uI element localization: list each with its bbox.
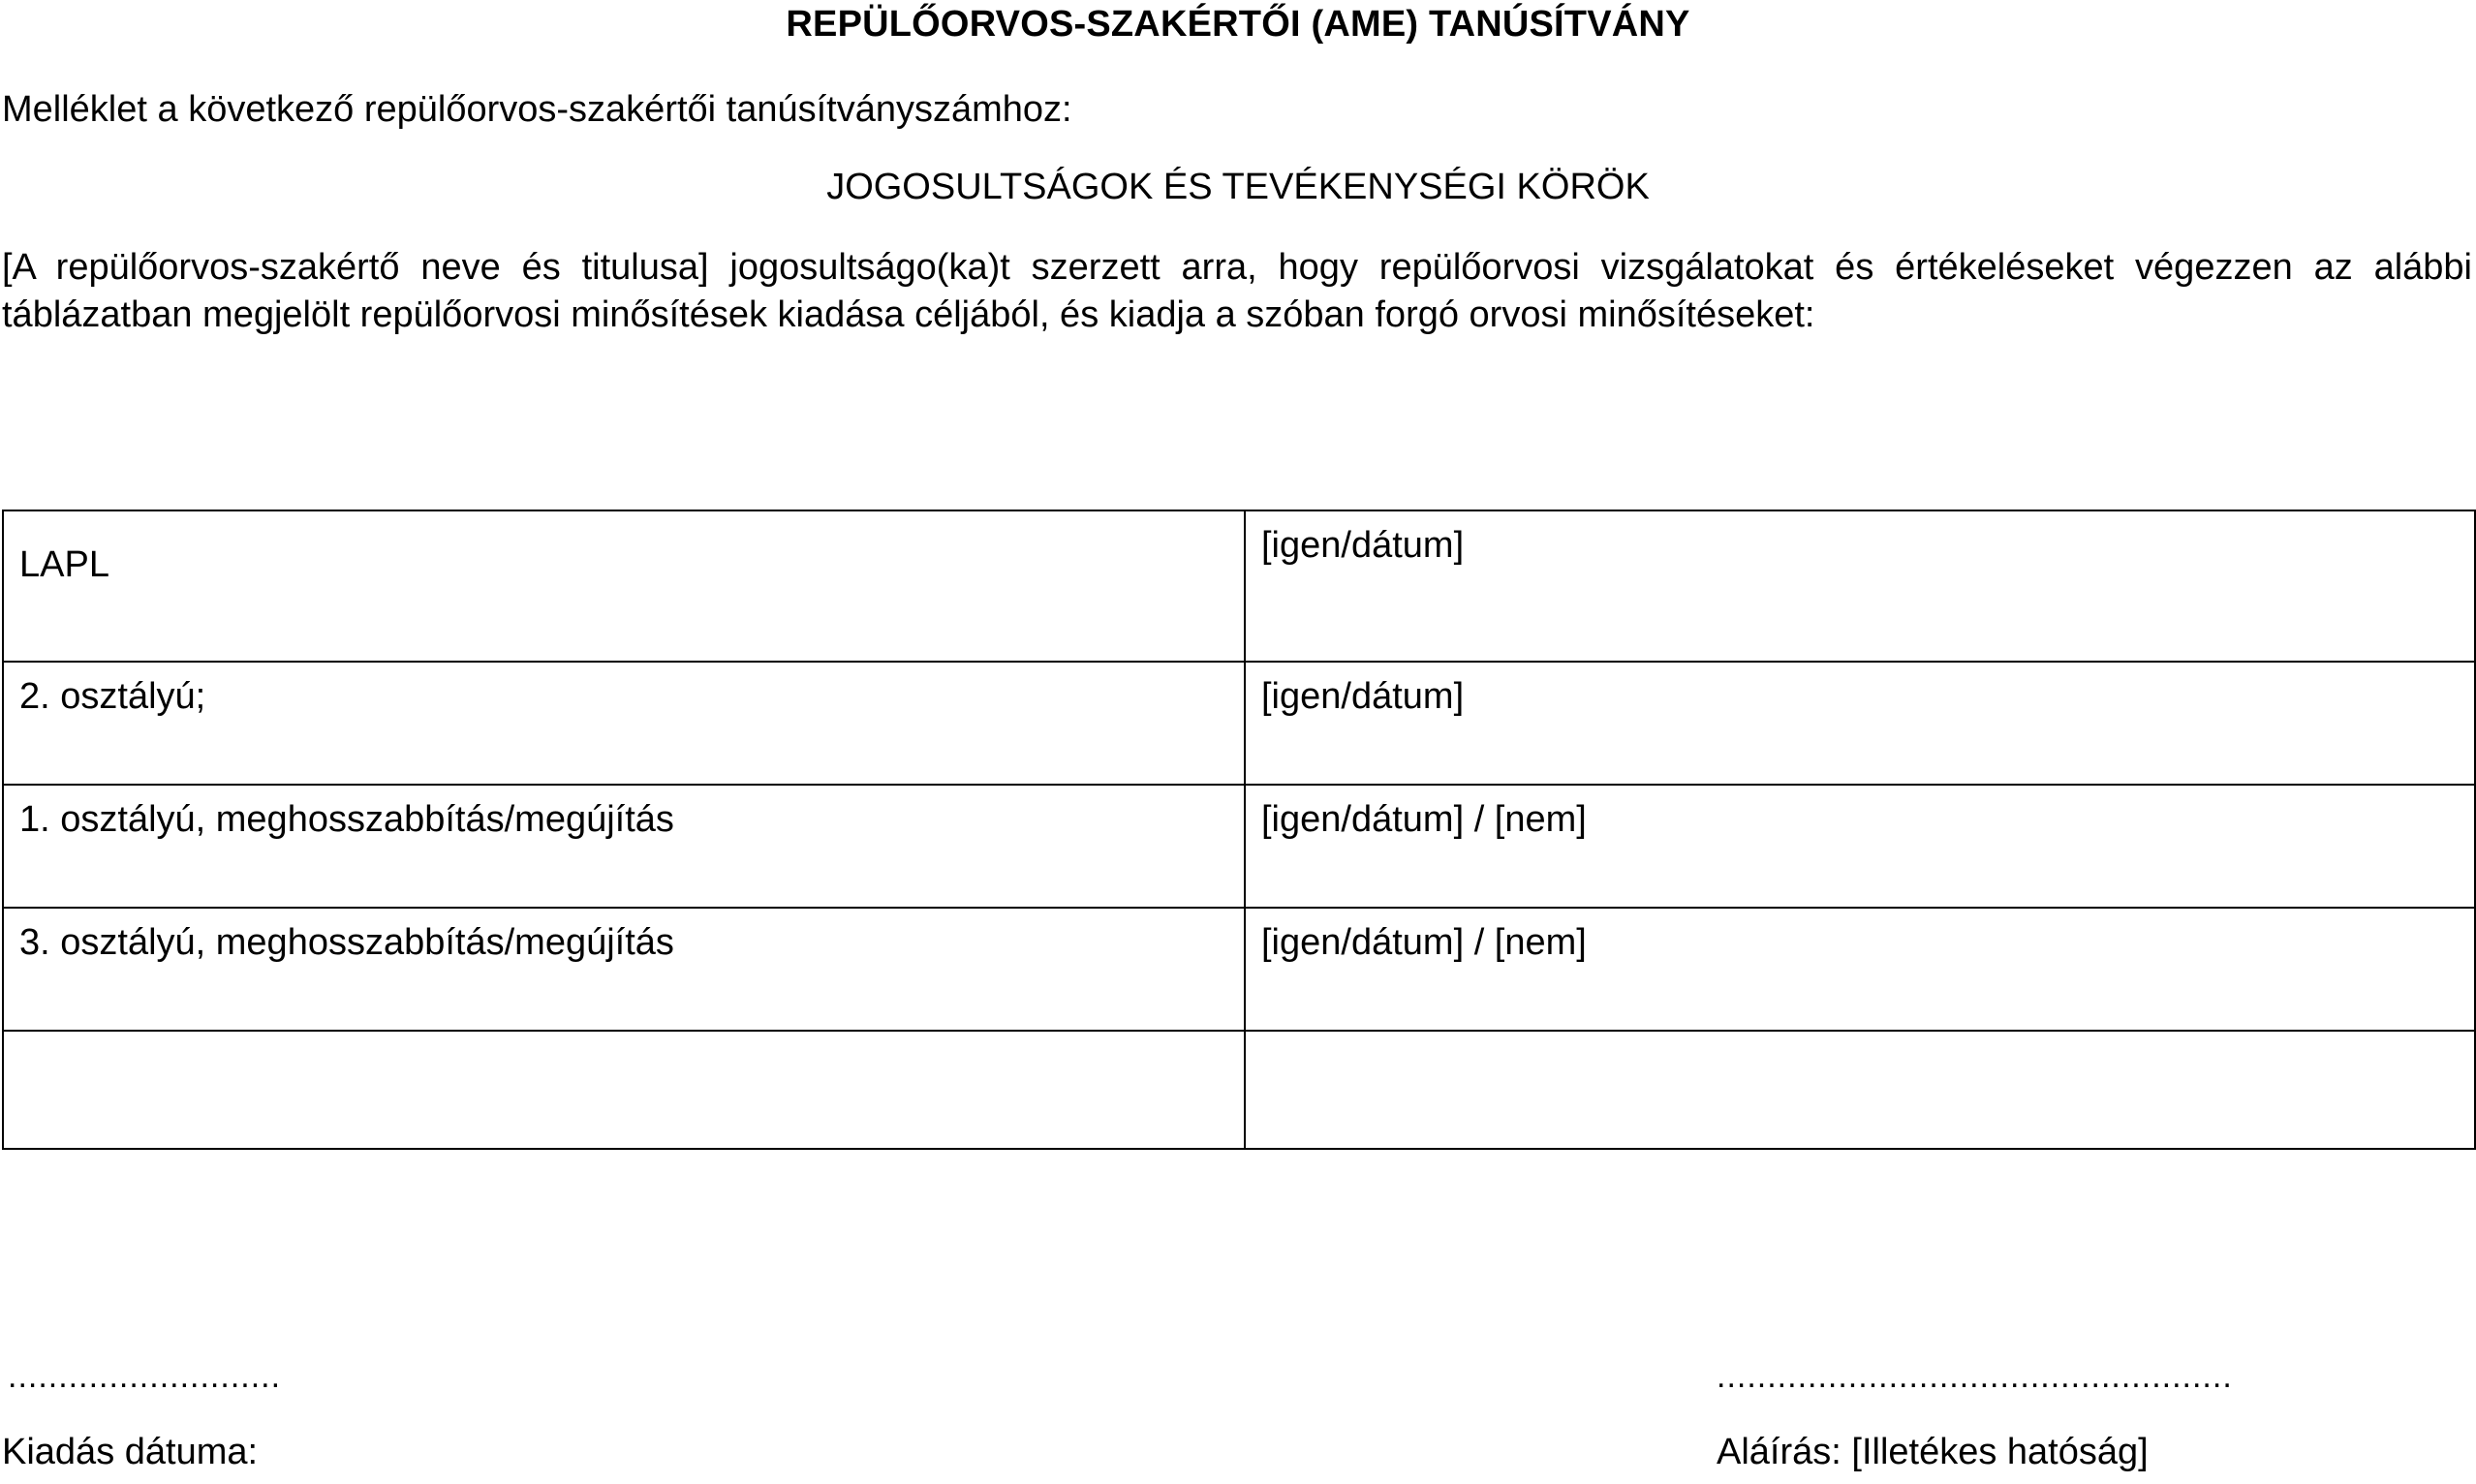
annex-line: Melléklet a következő repülőorvos-szakértői tanúsítványszámhoz: — [2, 89, 1072, 130]
privileges-description: [A repülőorvos-szakértő neve és titulusa] jogosultságo(ka)t szerzett arra, hogy repülőorvosi vizsgálatokat és értékeléseket végezzen az alábbi táblázatban megjelölt repülőorvosi minősítések kiadása céljából, és kiadja a szóban forgó orvosi minősítéseket: — [2, 247, 2472, 335]
table-row — [3, 662, 2475, 785]
table-cell-value: [igen/dátum] — [1245, 510, 2475, 662]
table-cell-value — [1245, 1031, 2475, 1149]
table-cell-privilege: 1. osztályú, meghosszabbítás/megújítás — [3, 785, 1245, 908]
issue-date-label: Kiadás dátuma: — [2, 1432, 259, 1472]
table-row — [3, 785, 2475, 908]
signature-dotted-line: ................................................... — [1717, 1358, 2233, 1395]
table-cell-privilege: 2. osztályú; — [3, 662, 1245, 785]
issue-date-dotted-line: ........................... — [8, 1358, 282, 1395]
table-cell-value: [igen/dátum] / [nem] — [1245, 785, 2475, 908]
table-cell-privilege: 3. osztályú, meghosszabbítás/megújítás — [3, 908, 1245, 1031]
section-subtitle: JOGOSULTSÁGOK ÉS TEVÉKENYSÉGI KÖRÖK — [826, 167, 1650, 207]
table-row — [3, 1031, 2475, 1149]
table-row — [3, 908, 2475, 1031]
table-row — [3, 510, 2475, 662]
table-cell-privilege — [3, 1031, 1245, 1149]
table-cell-privilege: LAPL — [3, 510, 1245, 662]
table-cell-value: [igen/dátum] / [nem] — [1245, 908, 2475, 1031]
table-cell-value: [igen/dátum] — [1245, 662, 2475, 785]
signature-label: Aláírás: [Illetékes hatóság] — [1717, 1432, 2149, 1472]
privileges-table — [2, 510, 2476, 1150]
document-title: REPÜLŐORVOS-SZAKÉRTŐI (AME) TANÚSÍTVÁNY — [786, 4, 1690, 45]
